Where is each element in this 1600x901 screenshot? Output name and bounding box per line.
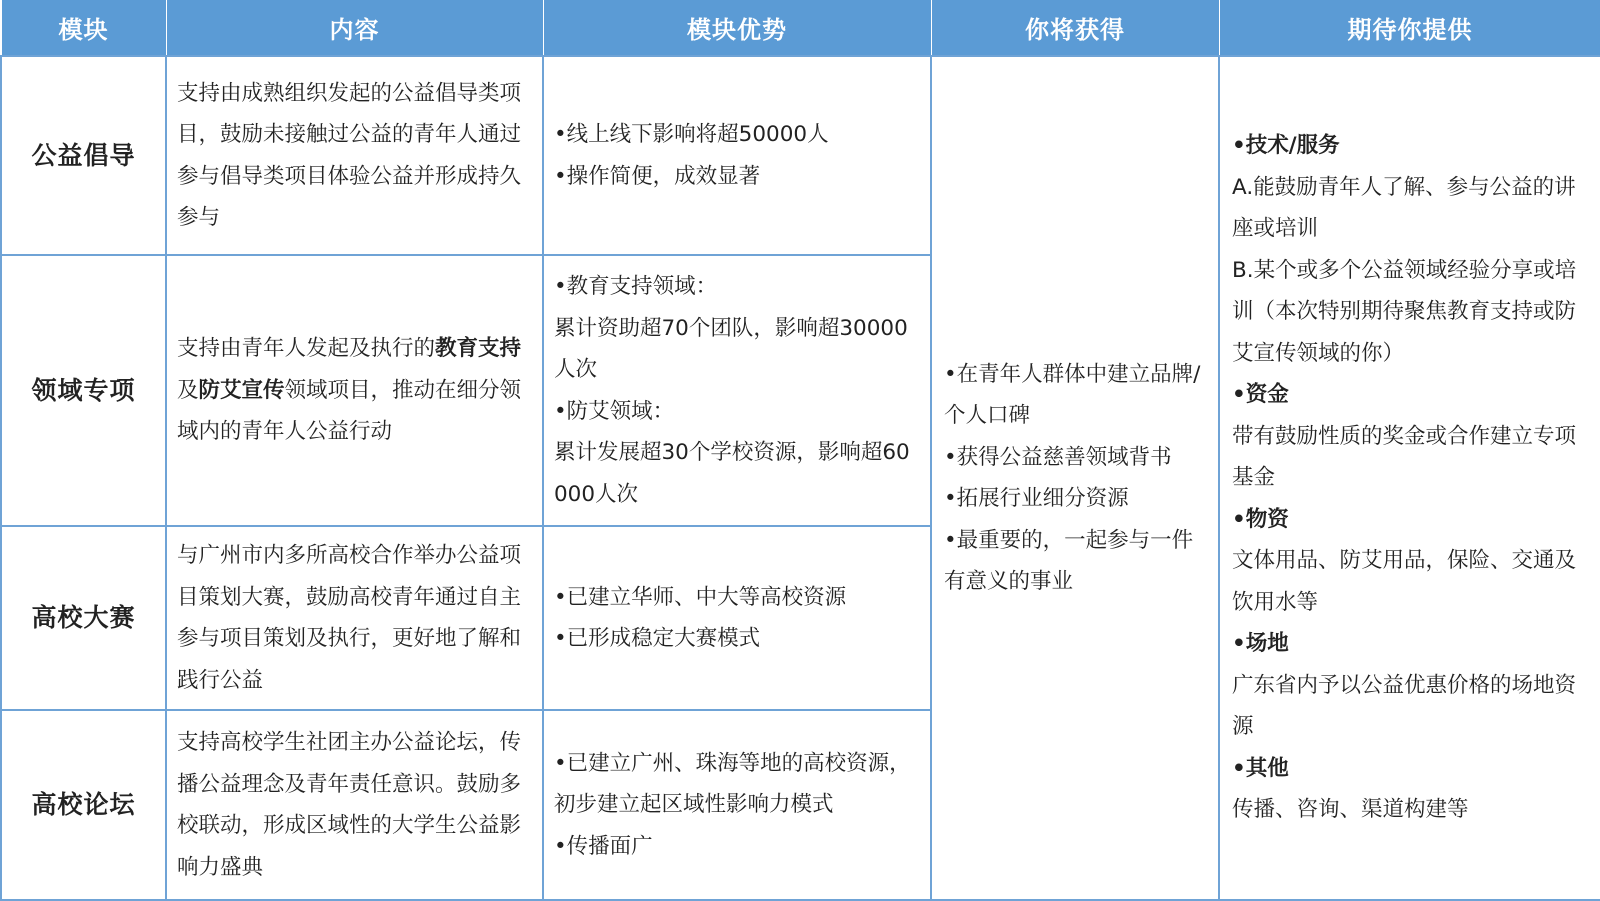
table-row-advocacy	[1, 56, 1600, 255]
advantage-item: •已建立广州、珠海等地的高校资源，初步建立起区域性影响力模式	[554, 750, 911, 818]
module-name-forum: 高校论坛	[1, 710, 166, 900]
content-text: 及	[177, 377, 199, 403]
advantage-item: •线上线下影响将超50000人	[554, 122, 829, 147]
provide-text-other: 传播、咨询、渠道构建等	[1232, 797, 1469, 823]
content-contest: 与广州市内多所高校合作举办公益项目策划大赛，鼓励高校青年通过自主参与项目策划及执行，更好地了解和践行公益	[166, 526, 543, 710]
advantage-item: •防艾领域：	[554, 398, 675, 424]
provide-title-goods: •物资	[1232, 506, 1289, 532]
advantage-item: 累计资助超70个团队，影响超30000人次	[554, 315, 908, 382]
provide-text-tech-b: B.某个或多个公益领域经验分享或培训（本次特别期待聚焦教育支持或防艾宣传领域的你）	[1232, 257, 1577, 366]
header-module: 模块	[1, 0, 166, 56]
advantage-item: •已建立华师、中大等高校资源	[554, 584, 847, 610]
provide-cell	[1219, 56, 1600, 900]
advantage-item: •操作简便，成效显著	[554, 163, 761, 189]
module-name-contest: 高校大赛	[1, 526, 166, 710]
gain-item: •在青年人群体中建立品牌/个人口碑	[944, 361, 1201, 428]
provide-title-venue: •场地	[1232, 631, 1289, 657]
advantage-item: •教育支持领域：	[554, 274, 718, 299]
advantage-contest	[543, 526, 931, 710]
advantage-item: •传播面广	[554, 833, 653, 859]
content-highlight-education: 教育支持	[435, 336, 522, 362]
advantage-special	[543, 255, 931, 526]
module-name-special: 领域专项	[1, 255, 166, 526]
provide-title-tech: •技术/服务	[1232, 133, 1340, 159]
advantage-item: •已形成稳定大赛模式	[554, 626, 761, 651]
content-text: 支持由青年人发起及执行的	[177, 336, 436, 362]
gain-item: •拓展行业细分资源	[944, 486, 1129, 511]
module-name-advocacy: 公益倡导	[1, 56, 166, 255]
gain-item: •最重要的，一起参与一件有意义的事业	[944, 527, 1194, 594]
header-gain: 你将获得	[931, 0, 1219, 56]
advantage-forum	[543, 710, 931, 900]
provide-text-venue: 广东省内予以公益优惠价格的场地资源	[1232, 672, 1577, 740]
content-advocacy: 支持由成熟组织发起的公益倡导类项目，鼓励未接触过公益的青年人通过参与倡导类项目体验公益并形成持久参与	[166, 56, 543, 255]
header-advantage: 模块优势	[543, 0, 931, 56]
advantage-advocacy	[543, 56, 931, 255]
content-forum: 支持高校学生社团主办公益论坛，传播公益理念及青年责任意识。鼓励多校联动，形成区域性的大学生公益影响力盛典	[166, 710, 543, 900]
header-provide: 期待你提供	[1219, 0, 1600, 56]
advantage-item: 累计发展超30个学校资源，影响超60000人次	[554, 440, 910, 507]
header-row	[1, 0, 1600, 56]
gains-cell	[931, 56, 1219, 900]
provide-title-fund: •资金	[1232, 382, 1289, 408]
provide-title-other: •其他	[1232, 755, 1289, 781]
provide-text-fund: 带有鼓励性质的奖金或合作建立专项基金	[1232, 423, 1577, 491]
gain-item: •获得公益慈善领域背书	[944, 444, 1172, 470]
header-content: 内容	[166, 0, 543, 56]
content-text: 领域项目，推动在细分领域内的青年人公益行动	[177, 377, 522, 445]
content-highlight-aids: 防艾宣传	[198, 377, 285, 403]
provide-text-goods: 文体用品、防艾用品，保险、交通及饮用水等	[1232, 548, 1577, 615]
content-special	[166, 255, 543, 526]
provide-text-tech-a: A.能鼓励青年人了解、参与公益的讲座或培训	[1232, 174, 1576, 242]
